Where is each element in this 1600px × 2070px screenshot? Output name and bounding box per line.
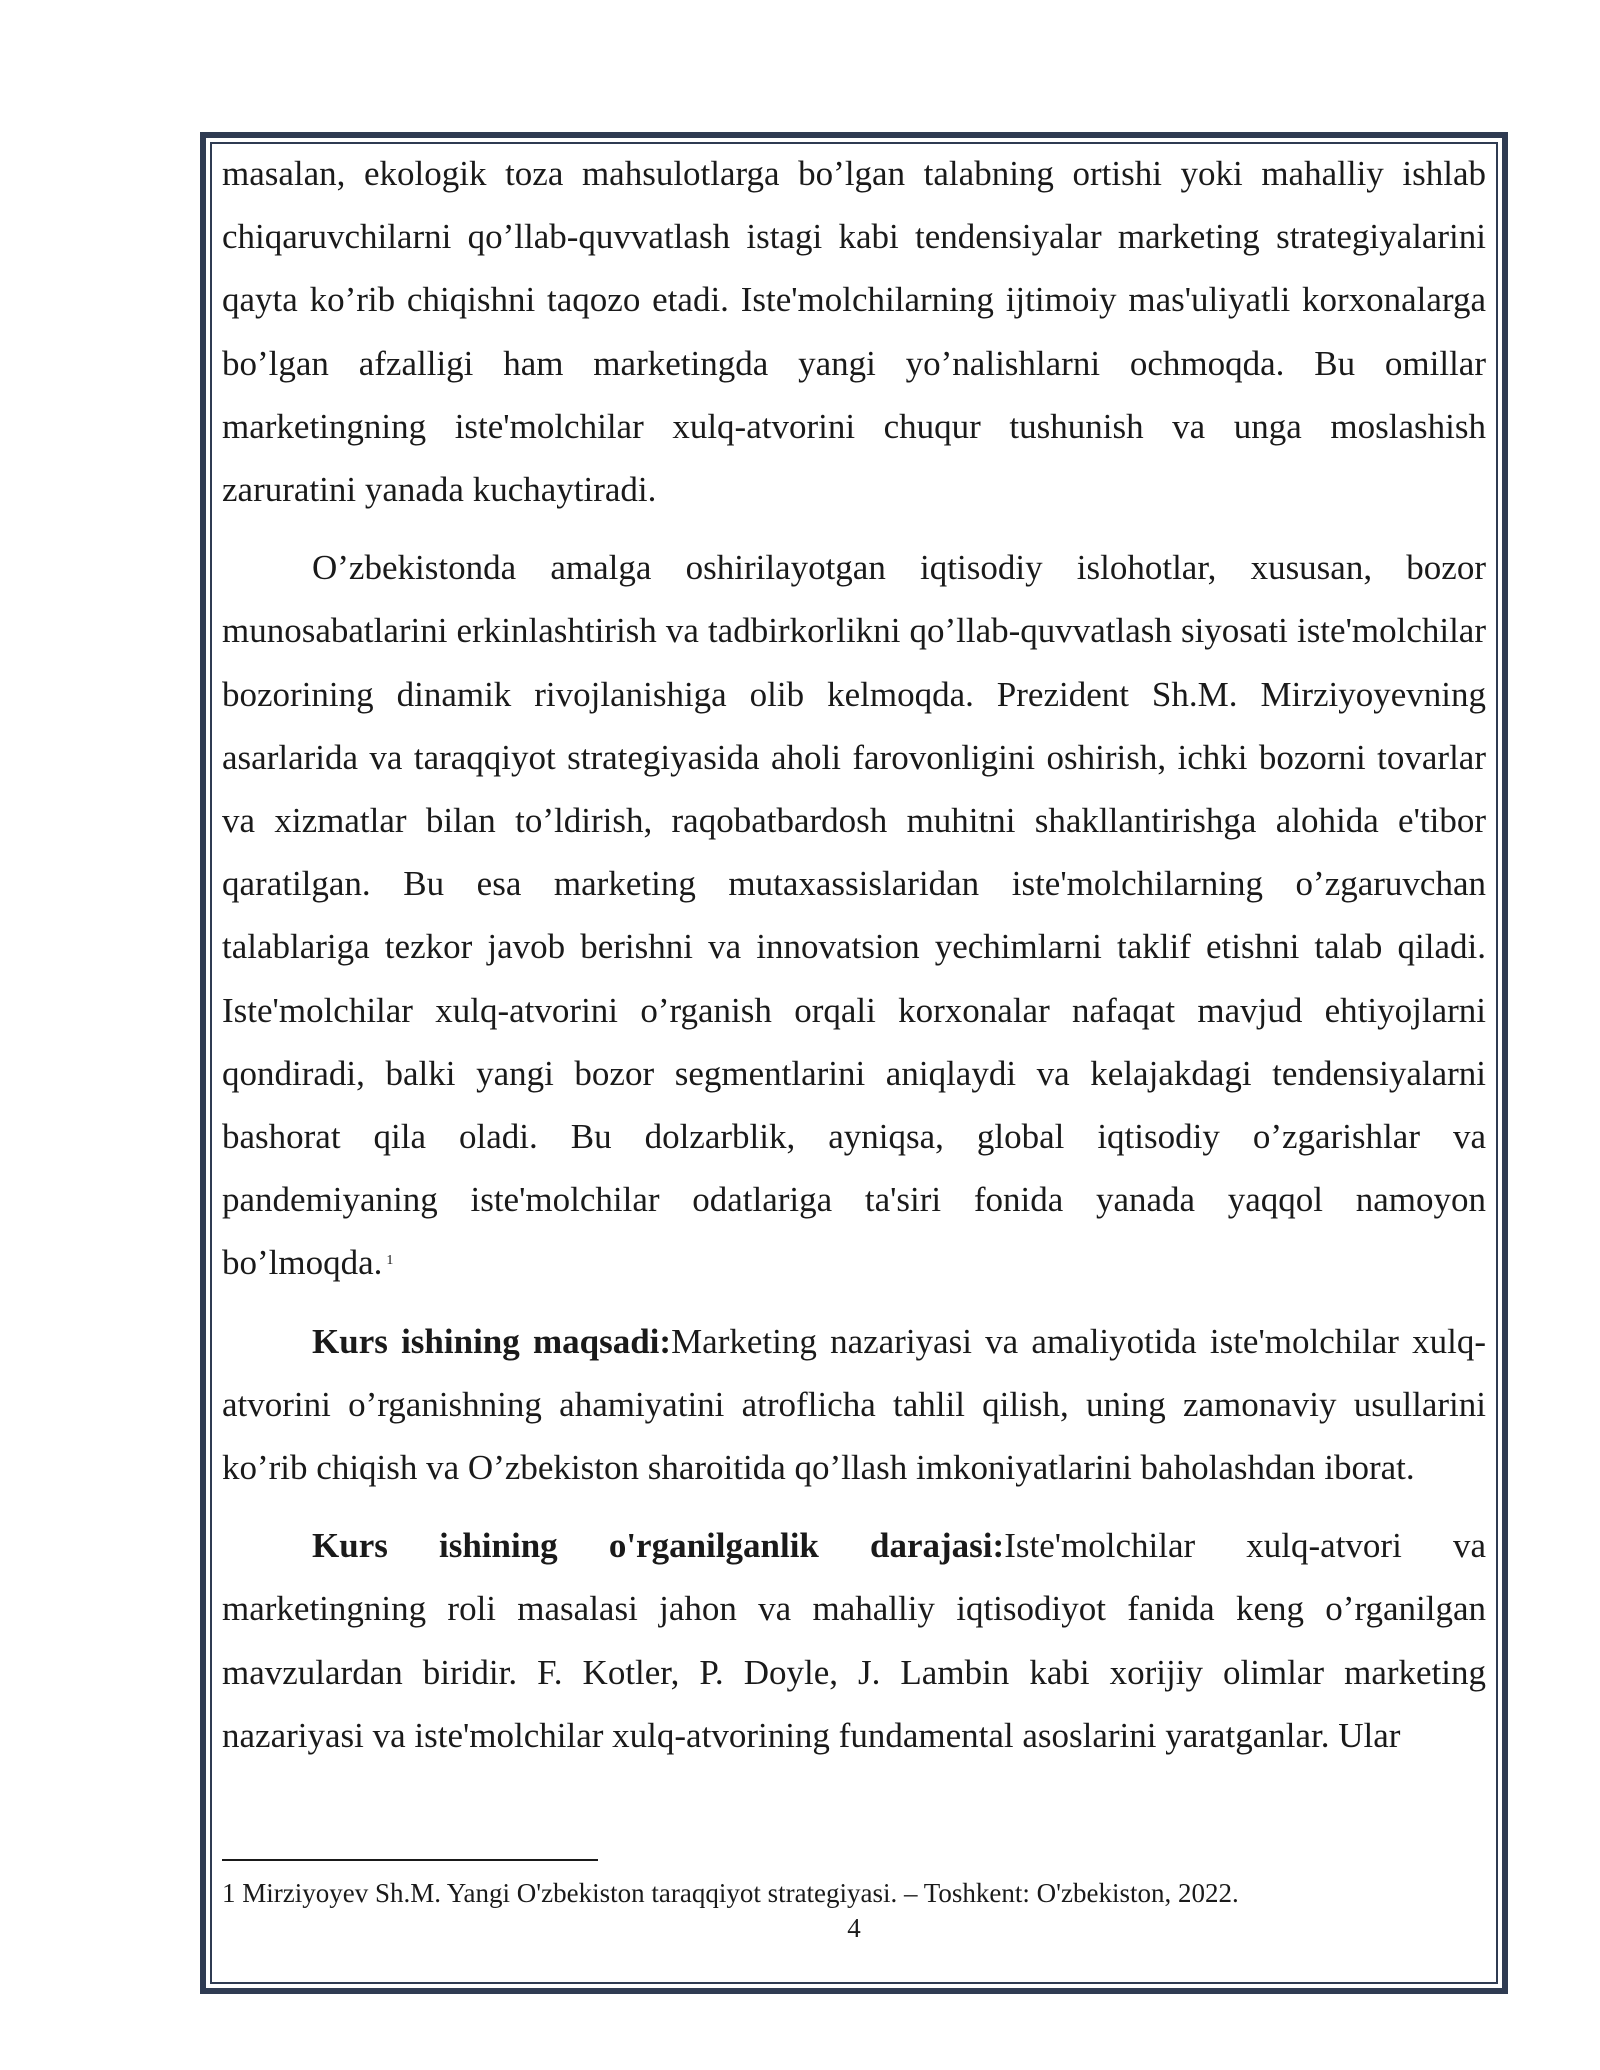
document-body: [222, 142, 1486, 1767]
footnote-separator: [222, 1859, 598, 1861]
paragraph-4-text: Iste'molchilar xulq-atvori va marketingning roli masalasi jahon va mahalliy iqtisodiyot fanida keng o’rganilgan mavzulardan biridir. F. Kotler, P. Doyle, J. Lambin kabi xorijiy olimlar marketing nazariyasi va iste'molchilar xulq-atvorining fundamental asoslarini yaratganlar. Ular: [222, 1526, 1486, 1755]
page-number: 4: [847, 1913, 861, 1943]
footnote-reference: 1: [386, 1253, 394, 1269]
paragraph-4: [222, 1514, 1486, 1767]
footnote-text: Mirziyoyev Sh.M. Yangi O'zbekiston taraqqiyot strategiyasi. – Toshkent: O'zbekiston, 2022.: [242, 1878, 1239, 1908]
paragraph-2: [222, 536, 1486, 1294]
footnote: [222, 1876, 1486, 1910]
paragraph-3-heading: Kurs ishining maqsadi:: [312, 1321, 672, 1361]
paragraph-3: [222, 1310, 1486, 1500]
footnote-number: 1: [222, 1878, 236, 1908]
paragraph-2-text: O’zbekistonda amalga oshirilayotgan iqtisodiy islohotlar, xususan, bozor munosabatlarini erkinlashtirish va tadbirkorlikni qo’llab-quvvatlash siyosati iste'molchilar bozorining dinamik rivojlanishiga olib kelmoqda. Prezident Sh.M. Mirziyoyevning asarlarida va taraqqiyot strategiyasida aholi farovonligini oshirish, ichki bozorni tovarlar va xizmatlar bilan to’ldirish, raqobatbardosh muhitni shakllantirishga alohida e'tibor qaratilgan. Bu esa marketing mutaxassislaridan iste'molchilarning o’zgaruvchan talablariga tezkor javob berishni va innovatsion yechimlarni taklif etishni talab qiladi. Iste'molchilar xulq-atvorini o’rganish orqali korxonalar nafaqat mavjud ehtiyojlarni qondiradi, balki yangi bozor segmentlarini aniqlaydi va kelajakdagi tendensiyalarni bashorat qila oladi. Bu dolzarblik, ayniqsa, global iqtisodiy o’zgarishlar va pandemiyaning iste'molchilar odatlariga ta'siri fonida yanada yaqqol namoyon bo’lmoqda.: [222, 548, 1486, 1283]
paragraph-1: masalan, ekologik toza mahsulotlarga bo’lgan talabning ortishi yoki mahalliy ishlab chiqaruvchilarni qo’llab-quvvatlash istagi kabi tendensiyalar marketing strategiyalarini qayta ko’rib chiqishni taqozo etadi. Iste'molchilarning ijtimoiy mas'uliyatli korxonalarga bo’lgan afzalligi ham marketingda yangi yo’nalishlarni ochmoqda. Bu omillar marketingning iste'molchilar xulq-atvorini chuqur tushunish va unga moslashish zaruratini yanada kuchaytiradi.: [222, 154, 1486, 510]
paragraph-3-text: Marketing nazariyasi va amaliyotida iste'molchilar xulq-atvorini o’rganishning ahamiyatini atroflicha tahlil qilish, uning zamonaviy usullarini ko’rib chiqish va O’zbekiston sharoitida qo’llash imkoniyatlarini baholashdan iborat.: [222, 1321, 1486, 1488]
paragraph-4-heading: Kurs ishining o'rganilganlik darajasi:: [312, 1526, 1005, 1566]
